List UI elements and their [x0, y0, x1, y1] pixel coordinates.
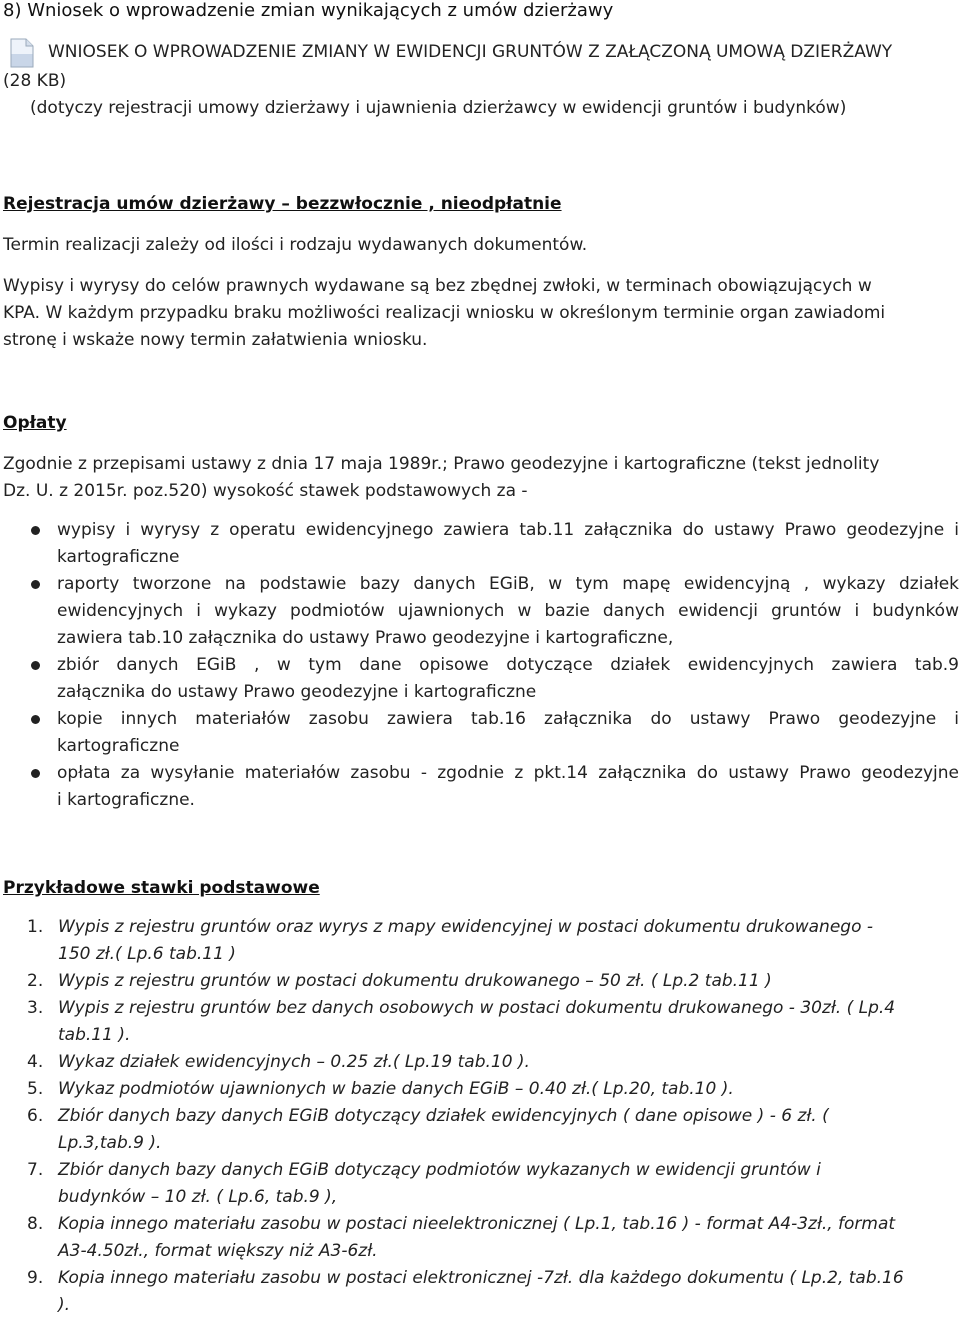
list-item: zbiór danych EGiB , w tym dane opisowe dotyczące działek ewidencyjnych zawiera tab.9 załącznika do ustawy Prawo geodezyjne i kartograficzne	[0, 652, 959, 706]
list-item: 5. Wykaz podmiotów ujawnionych w bazie danych EGiB – 0.40 zł.( Lp.20, tab.10 ).	[27, 1079, 734, 1099]
document-icon	[10, 38, 34, 68]
list-item: 2. Wypis z rejestru gruntów w postaci dokumentu drukowanego – 50 zł. ( Lp.2 tab.11 )	[27, 971, 772, 991]
bullet-icon	[31, 769, 40, 778]
section-title: 8) Wniosek o wprowadzenie zmian wynikających z umów dzierżawy	[3, 0, 614, 21]
list-item: raporty tworzone na podstawie bazy danych EGiB, w tym mapę ewidencyjną , wykazy działek ewidencyjnych i wykazy podmiotów ujawnionych w bazie danych ewidencji gruntów i budynków zawiera tab.10 załącznika do ustawy Prawo geodezyjne i kartograficzne,	[0, 571, 959, 652]
list-item: wypisy i wyrysy z operatu ewidencyjnego zawiera tab.11 załącznika do ustawy Prawo geodezyjne i kartograficzne	[0, 517, 959, 571]
list-item: opłata za wysyłanie materiałów zasobu - zgodnie z pkt.14 załącznika do ustawy Prawo geodezyjne i kartograficzne.	[0, 760, 959, 814]
file-download-link[interactable]: WNIOSEK O WPROWADZENIE ZMIANY W EWIDENCJI GRUNTÓW Z ZAŁĄCZONĄ UMOWĄ DZIERŻAWY	[48, 42, 893, 62]
list-item: 6. Zbiór danych bazy danych EGiB dotyczący działek ewidencyjnych ( dane opisowe ) - 6 zł. ( Lp.3,tab.9 ).	[27, 1106, 829, 1153]
registration-extracts-line: KPA. W każdym przypadku braku możliwości realizacji wniosku w określonym terminie organ zawiadomi	[3, 303, 886, 323]
list-item: 1. Wypis z rejestru gruntów oraz wyrys z mapy ewidencyjnej w postaci dokumentu drukowanego - 150 zł.( Lp.6 tab.11 )	[27, 917, 874, 964]
bullet-icon	[31, 526, 40, 535]
file-size: (28 KB)	[3, 71, 67, 91]
list-item: 8. Kopia innego materiału zasobu w postaci nieelektronicznej ( Lp.1, tab.16 ) - format A4-3zł., format A3-4.50zł., format większy niż A3-6zł.	[27, 1214, 896, 1261]
fees-heading: Opłaty	[3, 413, 67, 433]
list-item: 3. Wypis z rejestru gruntów bez danych osobowych w postaci dokumentu drukowanego - 30zł. ( Lp.4 tab.11 ).	[27, 998, 896, 1045]
bullet-icon	[31, 580, 40, 589]
list-item: 4. Wykaz działek ewidencyjnych – 0.25 zł.( Lp.19 tab.10 ).	[27, 1052, 530, 1072]
registration-heading: Rejestracja umów dzierżawy – bezzwłocznie , nieodpłatnie	[3, 194, 562, 214]
list-item: 7. Zbiór danych bazy danych EGiB dotyczący podmiotów wykazanych w ewidencji gruntów i budynków – 10 zł. ( Lp.6, tab.9 ),	[27, 1160, 821, 1207]
fees-list	[0, 517, 960, 814]
registration-extracts-line: Wypisy i wyrysy do celów prawnych wydawane są bez zbędnej zwłoki, w terminach obowiązujących w	[3, 276, 872, 296]
list-item: kopie innych materiałów zasobu zawiera tab.16 załącznika do ustawy Prawo geodezyjne i kartograficzne	[0, 706, 959, 760]
rates-heading: Przykładowe stawki podstawowe	[3, 878, 320, 898]
fees-intro-line: Dz. U. z 2015r. poz.520) wysokość stawek podstawowych za -	[3, 481, 528, 501]
fees-intro-line: Zgodnie z przepisami ustawy z dnia 17 maja 1989r.; Prawo geodezyjne i kartograficzne (tekst jednolity	[3, 454, 880, 474]
rates-list	[0, 914, 960, 1319]
registration-term: Termin realizacji zależy od ilości i rodzaju wydawanych dokumentów.	[3, 235, 588, 255]
list-item: 9. Kopia innego materiału zasobu w postaci elektronicznej -7zł. dla każdego dokumentu ( Lp.2, tab.16 ).	[27, 1268, 904, 1315]
registration-extracts-line: stronę i wskaże nowy termin załatwienia wniosku.	[3, 330, 428, 350]
file-description: (dotyczy rejestracji umowy dzierżawy i ujawnienia dzierżawcy w ewidencji gruntów i budynków)	[30, 98, 847, 118]
bullet-icon	[31, 715, 40, 724]
bullet-icon	[31, 661, 40, 670]
